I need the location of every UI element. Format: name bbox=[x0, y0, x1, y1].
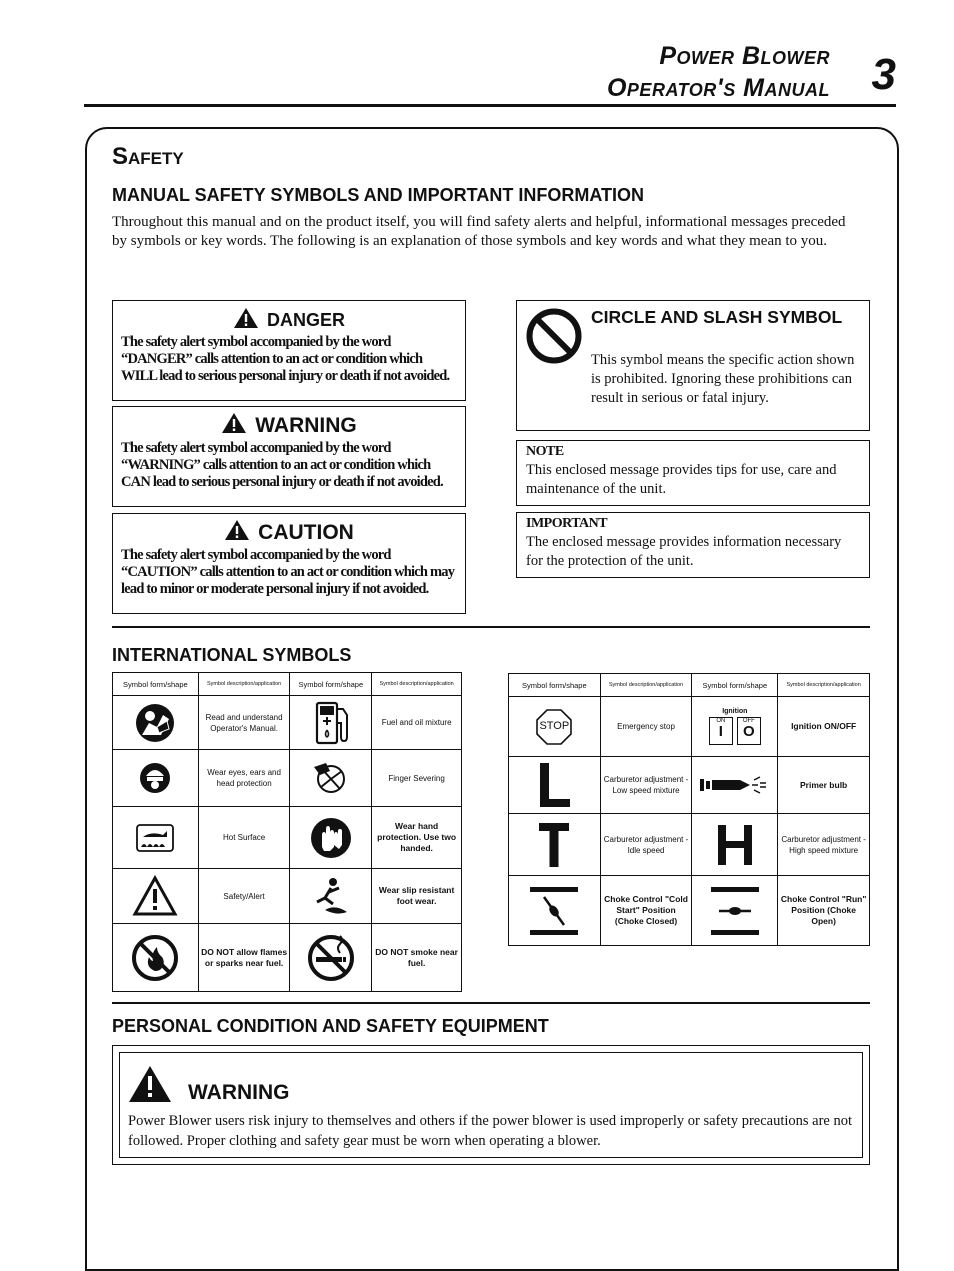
personal-condition-heading: PERSONAL CONDITION AND SAFETY EQUIPMENT bbox=[112, 1016, 549, 1036]
alert-triangle-icon bbox=[233, 307, 259, 334]
hot-surface-icon bbox=[113, 807, 199, 869]
symbol-desc: Carburetor adjustment - High speed mixture bbox=[778, 814, 870, 876]
important-box bbox=[516, 512, 870, 578]
symbol-desc: Wear hand protection. Use two handed. bbox=[372, 807, 462, 869]
ignition-on-glyph: I bbox=[718, 723, 723, 740]
ignition-off-switch bbox=[737, 717, 761, 745]
danger-text: The safety alert symbol accompanied by the word “DANGER” calls attention to an act or condition which WILL lead to serious personal injury or death if not avoided. bbox=[121, 334, 450, 384]
table-row bbox=[509, 697, 870, 757]
alert-triangle-icon bbox=[128, 1065, 172, 1108]
note-box bbox=[516, 440, 870, 506]
col-header-desc: Symbol description/application bbox=[778, 674, 870, 697]
stop-icon bbox=[509, 697, 601, 757]
symbol-desc: Wear eyes, ears and head protection bbox=[198, 750, 290, 807]
symbol-desc: Carburetor adjustment - Low speed mixture bbox=[600, 757, 692, 814]
manual-reading-icon bbox=[113, 696, 199, 750]
col-header-form: Symbol form/shape bbox=[692, 674, 778, 697]
header-title-line2: Operator's Manual bbox=[606, 74, 830, 102]
symbol-desc: Emergency stop bbox=[600, 697, 692, 757]
table-row bbox=[113, 696, 462, 750]
intl-symbols-table-left bbox=[112, 672, 462, 992]
safety-alert-icon bbox=[113, 869, 199, 924]
symbol-desc: Hot Surface bbox=[198, 807, 290, 869]
choke-closed-icon bbox=[509, 876, 601, 946]
symbol-desc: DO NOT allow flames or sparks near fuel. bbox=[198, 924, 290, 992]
note-text: This enclosed message provides tips for use, care and maintenance of the unit. bbox=[526, 462, 837, 497]
fuel-pump-icon bbox=[290, 696, 372, 750]
symbol-desc: Wear slip resistant foot wear. bbox=[372, 869, 462, 924]
table-row bbox=[509, 814, 870, 876]
symbol-desc: Choke Control "Cold Start" Position (Choke Closed) bbox=[600, 876, 692, 946]
personal-warning-label: WARNING bbox=[188, 1081, 290, 1104]
caution-text: The safety alert symbol accompanied by the word “CAUTION” calls attention to an act or condition which may lead to minor or moderate personal injury if not avoided. bbox=[121, 547, 455, 597]
page-number: 3 bbox=[871, 50, 896, 99]
table-row bbox=[509, 876, 870, 946]
section-divider bbox=[112, 1002, 870, 1004]
caution-box bbox=[112, 513, 466, 614]
header-rule bbox=[84, 104, 896, 107]
caution-heading bbox=[113, 519, 465, 547]
letter-h-icon bbox=[692, 814, 778, 876]
ignition-switch-icon bbox=[692, 697, 778, 757]
symbol-desc: Carburetor adjustment - Idle speed bbox=[600, 814, 692, 876]
col-header-form: Symbol form/shape bbox=[290, 673, 372, 696]
stop-label: STOP bbox=[539, 719, 570, 732]
col-header-desc: Symbol description/application bbox=[600, 674, 692, 697]
table-row bbox=[113, 924, 462, 992]
danger-label: DANGER bbox=[266, 310, 345, 330]
warning-label: WARNING bbox=[255, 414, 357, 437]
letter-t-icon bbox=[509, 814, 601, 876]
no-flame-icon bbox=[113, 924, 199, 992]
header-title-line1: Power Blower bbox=[659, 42, 830, 70]
personal-warning-text: Power Blower users risk injury to themselves and others if the power blower is used improperly or safety precautions are not followed. Proper clothing and safety gear must be worn when operating a blower. bbox=[128, 1113, 853, 1149]
circle-slash-title: CIRCLE AND SLASH SYMBOL bbox=[591, 307, 843, 327]
symbol-desc: Safety/Alert bbox=[198, 869, 290, 924]
caution-label: CAUTION bbox=[258, 521, 354, 544]
intro-paragraph: Throughout this manual and on the product itself, you will find safety alerts and helpful, informational messages preceded by symbols or key words. The following is an explanation of those symbols and key words and what they mean to you. bbox=[112, 214, 846, 249]
important-text: The enclosed message provides information necessary for the protection of the unit. bbox=[526, 534, 842, 569]
circle-slash-text: This symbol means the specific action shown is prohibited. Ignoring these prohibitions can result in serious or fatal injury. bbox=[591, 352, 855, 406]
important-label: IMPORTANT bbox=[526, 516, 608, 531]
no-smoking-icon bbox=[290, 924, 372, 992]
eye-ear-protection-icon bbox=[113, 750, 199, 807]
symbol-desc: Choke Control "Run" Position (Choke Open) bbox=[778, 876, 870, 946]
alert-triangle-icon bbox=[224, 519, 250, 547]
primer-bulb-icon bbox=[692, 757, 778, 814]
warning-box bbox=[112, 406, 466, 507]
symbol-desc: Finger Severing bbox=[372, 750, 462, 807]
safety-symbols-heading: MANUAL SAFETY SYMBOLS AND IMPORTANT INFORMATION bbox=[112, 185, 644, 205]
table-row bbox=[509, 757, 870, 814]
warning-heading bbox=[113, 412, 465, 440]
symbol-desc: Ignition ON/OFF bbox=[778, 697, 870, 757]
intl-symbols-heading: INTERNATIONAL SYMBOLS bbox=[112, 645, 352, 665]
table-row bbox=[113, 807, 462, 869]
col-header-form: Symbol form/shape bbox=[509, 674, 601, 697]
finger-fan-icon bbox=[290, 750, 372, 807]
symbol-desc: Fuel and oil mixture bbox=[372, 696, 462, 750]
intl-symbols-table-right bbox=[508, 673, 870, 946]
personal-warning-inner bbox=[119, 1052, 863, 1158]
col-header-form: Symbol form/shape bbox=[113, 673, 199, 696]
section-divider bbox=[112, 626, 870, 628]
danger-heading bbox=[113, 307, 465, 334]
symbol-desc: DO NOT smoke near fuel. bbox=[372, 924, 462, 992]
section-title: Safety bbox=[112, 143, 184, 170]
ignition-off-glyph: O bbox=[742, 723, 755, 740]
warning-text: The safety alert symbol accompanied by the word “WARNING” calls attention to an act or condition which CAN lead to serious personal injury or death if not avoided. bbox=[121, 440, 443, 490]
symbol-desc: Read and understand Operator's Manual. bbox=[198, 696, 290, 750]
circle-slash-box bbox=[516, 300, 870, 431]
note-label: NOTE bbox=[526, 444, 564, 459]
col-header-desc: Symbol description/application bbox=[372, 673, 462, 696]
danger-box bbox=[112, 300, 466, 401]
letter-l-icon bbox=[509, 757, 601, 814]
alert-triangle-icon bbox=[221, 412, 247, 440]
table-row bbox=[113, 869, 462, 924]
gloves-icon bbox=[290, 807, 372, 869]
prohibition-icon bbox=[525, 307, 583, 370]
choke-open-icon bbox=[692, 876, 778, 946]
ignition-on-switch bbox=[709, 717, 733, 745]
ignition-title: Ignition bbox=[722, 708, 748, 715]
table-row bbox=[113, 750, 462, 807]
col-header-desc: Symbol description/application bbox=[198, 673, 290, 696]
ignition-on-label: ON bbox=[716, 718, 726, 724]
slip-icon bbox=[290, 869, 372, 924]
personal-warning-box bbox=[112, 1045, 870, 1165]
ignition-off-label: OFF bbox=[742, 718, 755, 724]
symbol-desc: Primer bulb bbox=[778, 757, 870, 814]
